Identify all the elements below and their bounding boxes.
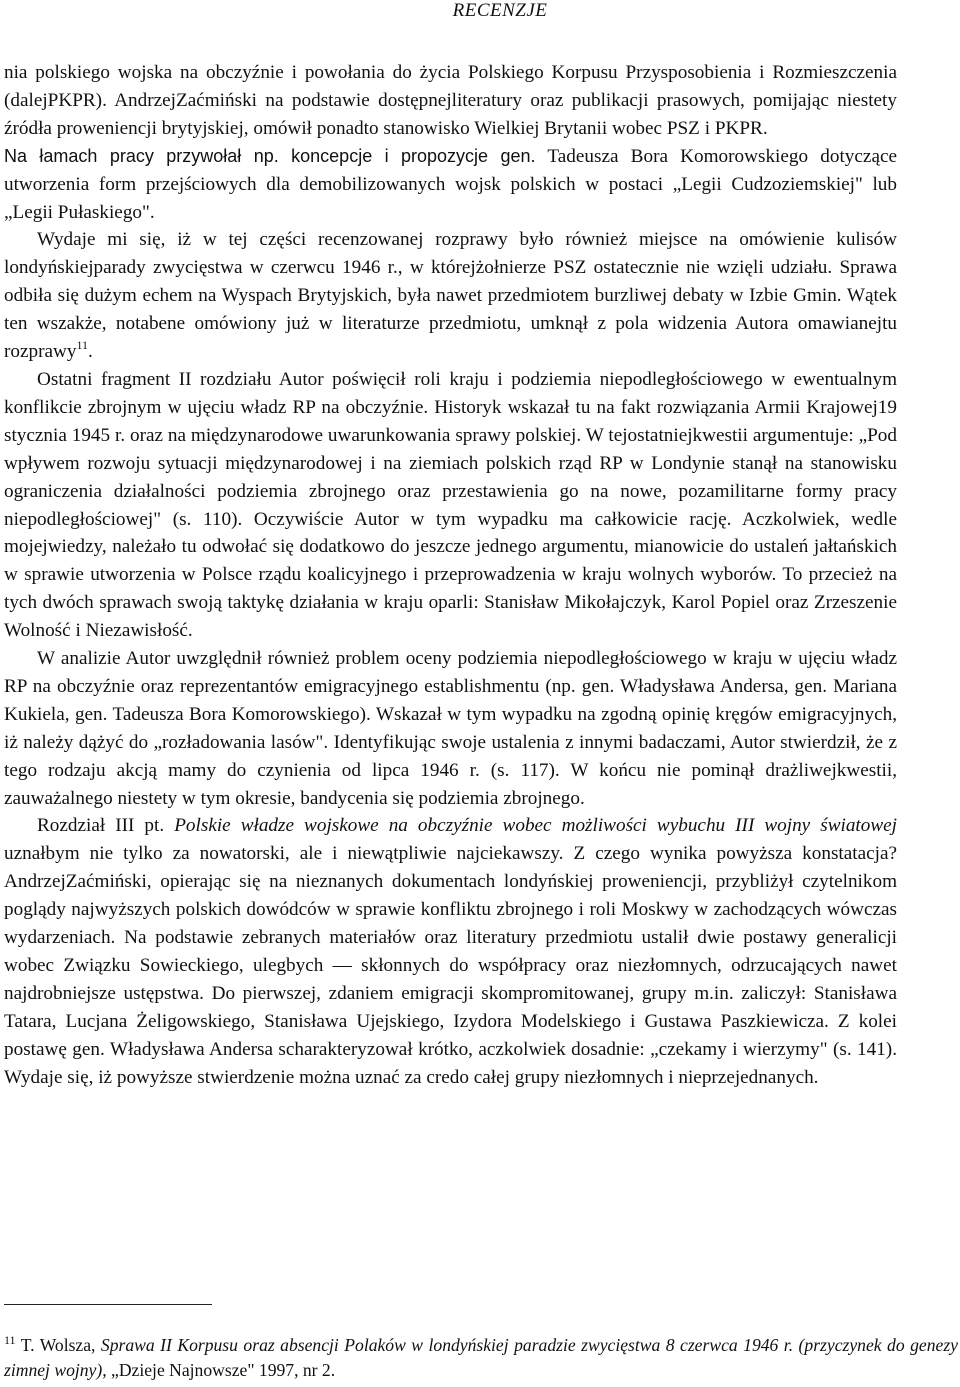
paragraph-3 — [4, 226, 897, 366]
paragraph-1: nia polskiego wojska na obczyźnie i powołania do życia Polskiego Korpusu Przysposobienia i Rozmieszczenia (dalejPKPR). AndrzejZaćmiński na podstawie dostępnejliteratury oraz publikacji prasowych, pomijając niestety źródła proweniencji brytyjskiej, omówił ponadto stanowisko Wielkiej Brytanii wobec PSZ i PKPR. — [4, 62, 897, 139]
paragraph-2-rest: Tadeusza Bora Komorowskiego dotyczące utworzenia form przejściowych dla demobilizowanych wojsk polskich w postaci „Legii Cudzoziemskiej" lub „Legii Pułaskiego". — [4, 145, 897, 223]
paragraph-3-end: . — [88, 341, 93, 363]
paragraph-2 — [4, 143, 897, 227]
paragraph-4: Ostatni fragment II rozdziału Autor poświęcił roli kraju i podziemia niepodległościowego w ewentualnym konflikcie zbrojnym w ujęciu władz RP na obczyźnie. Historyk wskazał tu na fakt rozwiązania Armii Krajowej19 stycznia 1945 r. oraz na międzynarodowe uwarunkowania sprawy polskiej. W tejostatniejkwestii argumentuje: „Pod wpływem rozwoju sytuacji międzynarodowej i na ziemiach polskich rząd RP w Londynie stanął na stanowisku ograniczenia działalności podziemia zbrojnego oraz przestawienia go na nowe, pozamilitarne formy pracy niepodległościowej" (s. 110). Oczywiście Autor w tym wypadku ma całkowicie rację. Aczkolwiek, wedle mojejwiedzy, należało tu odwołać się dodatkowo do jeszcze jednego argumentu, mianowicie do ustaleń jałtańskich w sprawie utworzenia w Polsce rządu koalicyjnego i przeprowadzenia w kraju wolnych wyborów. To przecież na tych dwóch sprawach swoją taktykę działania w kraju oparli: Stanisław Mikołajczyk, Karol Popiel oraz Zrzeszenie Wolność i Niezawisłość. — [4, 368, 897, 642]
footnote-divider — [4, 1304, 212, 1305]
paragraph-6-lead: Rozdział III pt. — [37, 815, 165, 837]
footnote-11 — [4, 1333, 958, 1383]
review-body — [4, 59, 897, 1092]
footnote-title: Sprawa II Korpusu oraz absencji Polaków w londyńskiej paradzie zwycięstwa 8 czerwca 1946 r. (przyczynek do genezy zimnej wojny), — [4, 1335, 958, 1380]
paragraph-5: W analizie Autor uwzględnił również problem oceny podziemia niepodległościowego w kraju w ujęciu władz RP na obczyźnie oraz reprezentantów emigracyjnego establishmentu (np. gen. Władysława Andersa, gen. Mariana Kukiela, gen. Tadeusza Bora Komorowskiego). Wskazał w tym wypadku na zgodną opinię kręgów emigracyjnych, iż należy dążyć do „rozładowania lasów". Identyfikując swoje ustalenia z innymi badaczami, Autor stwierdził, że z tego rodzaju akcją mamy do czynienia od lipca 1946 r. (s. 117). W końcu nie pominął drażliwejkwestii, zauważalnego niestety w tym okresie, bandycenia się podziemia zbrojnego. — [4, 648, 897, 809]
paragraph-6 — [4, 812, 897, 1091]
footnote — [4, 1333, 958, 1383]
paragraph-6-rest: uznałbym nie tylko za nowatorski, ale i niewątpliwie najciekawszy. Z czego wynika powyższa konstatacja? AndrzejZaćmiński, opierając się na nieznanych dokumentach londyńskiej proweniencji, przybliżył czytelnikom poglądy najwyższych polskich dowódców w sprawie konfliktu zbrojnego i roli Moskwy w zachodzących wówczas wydarzeniach. Na podstawie zebranych materiałów oraz literatury przedmiotu ustalił dwie postawy generalicji wobec Związku Sowieckiego, ulegbych — skłonnych do współpracy oraz niezłomnych, odrzucających nawet najdrobniejsze ustępstwa. Do pierwszej, zdaniem emigracji skompromitowanej, grupy m.in. zaliczył: Stanisława Tatara, Lucjana Żeligowskiego, Stanisława Ujejskiego, Izydora Modelskiego i Gustawa Paszkiewicza. Z kolei postawę gen. Władysława Andersa scharakteryzował krótko, aczkolwiek dosadnie: „czekamy i wierzymy" (s. 141). Wydaje się, iż powyższe stwierdzenie można uznać za credo całej grupy niezłomnych i nieprzejednanych. — [4, 843, 897, 1088]
footnote-number: 11 — [4, 1333, 16, 1347]
footnote-source: „Dzieje Najnowsze" 1997, nr 2. — [111, 1360, 336, 1380]
paragraph-3-text: Wydaje mi się, iż w tej części recenzowanej rozprawy było również miejsce na omówienie kulisów londyńskiejparady zwycięstwa w czerwcu 1946 r., w którejżołnierze PSZ ostatecznie nie wzięli udziału. Sprawa odbiła się dużym echem na Wyspach Brytyjskich, była nawet przedmiotem burzliwej debaty w Izbie Gmin. Wątek ten wszakże, notabene omówiony już w literaturze przedmiotu, umknął z pola widzenia Autora omawianejtu rozprawy — [4, 229, 897, 363]
chapter-title: Polskie władze wojskowe na obczyźnie wobec możliwości wybuchu III wojny światowej — [174, 815, 897, 837]
footnote-reference: 11 — [76, 338, 89, 353]
running-head: RECENZJE — [452, 0, 548, 21]
footnote-author: T. Wolsza, — [20, 1335, 96, 1355]
paragraph-2-lead: Na łamach pracy przywołał np. koncepcje i propozycje gen. — [4, 145, 536, 166]
